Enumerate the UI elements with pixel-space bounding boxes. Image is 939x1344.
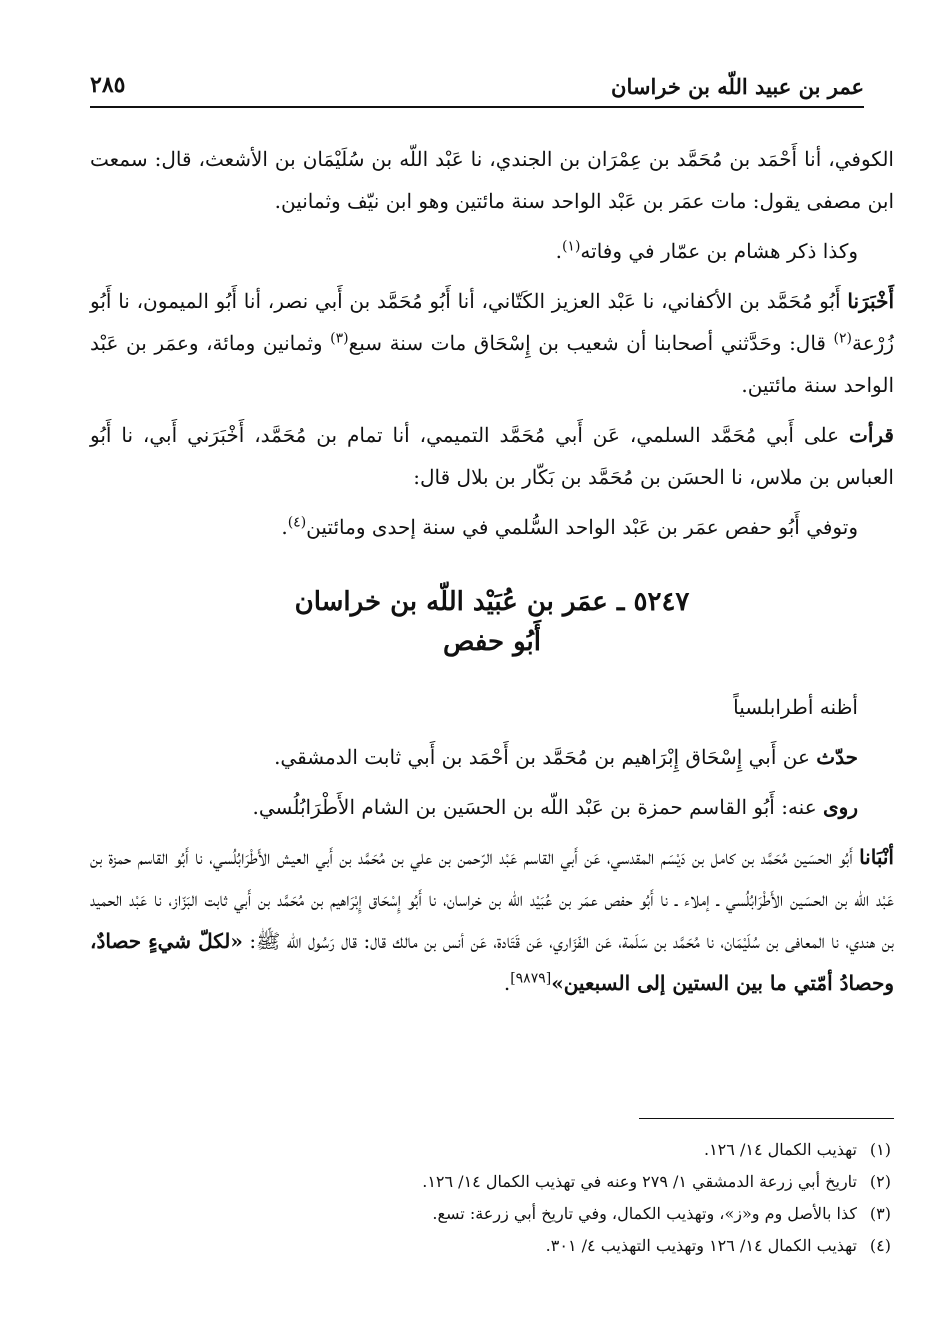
paragraph-5-text: وتوفي أَبُو حفص عمَر بن عَبْد الواحد السُّلمي في سنة إحدى ومائتين: [306, 515, 858, 539]
footnote-1-number: (١): [869, 1140, 891, 1159]
paragraph-5-end: .: [281, 515, 288, 539]
hadith-number: [٩٨٧٩]: [510, 970, 552, 987]
paragraph-7: [90, 736, 894, 778]
footnote-3-number: (٣): [869, 1204, 891, 1223]
footnote-2: [90, 1166, 891, 1198]
footnote-divider: [639, 1118, 894, 1119]
paragraph-9: [90, 836, 894, 1004]
keyword-anbana: أنْبَانا: [859, 845, 894, 869]
paragraph-3-text-a: أَبُو مُحَمَّد بن الأكفاني، نا عَبْد العزيز الكَتّاني، أنا أَبُو مُحَمَّد بن أَبي نصر، أنا أَبُو الميمون، نا أَبُو زُرْعة: [90, 289, 894, 355]
paragraph-3-text-c: وثمانين ومائة، وعمَر بن عَبْد الواحد سنة مائتين.: [90, 331, 894, 397]
page-number: ٢٨٥: [90, 72, 126, 98]
footnote-1: [90, 1134, 891, 1166]
footnote-ref-3: (٣): [330, 330, 349, 347]
paragraph-2-text: وكذا ذكر هشام بن عمّار في وفاته: [580, 239, 858, 263]
entry-heading: [90, 582, 894, 662]
body-text: [90, 138, 894, 1012]
footnote-3: [90, 1198, 891, 1230]
paragraph-8-text: عنه: أَبُو القاسم حمزة بن عَبْد اللّه بن الحسَين بن الشام الأَطْرَابُلُسي.: [252, 795, 824, 819]
keyword-qaraat: قرأت: [849, 423, 894, 447]
entry-heading-kunya: أَبُو حفص: [442, 627, 542, 657]
paragraph-9-end: .: [503, 971, 511, 995]
footnotes: [90, 1134, 891, 1262]
paragraph-2: [90, 230, 894, 272]
footnote-ref-2: (٢): [833, 330, 853, 347]
paragraph-9-text: أَبُو الحسَين مُحَمَّد بن كامل بن دَيْسَم المقدسي، عَن أَبي القاسم عَبْد الرّحمن بن علي بن مُحَمَّد بن أَبي العيش الأَطْرَابُلُسي، نا أَبُو القاسم حمزة بن عَبْد اللّه بن الحسَين الأَطْرَابُلُسي ـ إملاء ـ نا أَبُو حفص عمَر بن عُبَيْد اللّه بن خراسان، نا أَبُو إِسْحَاق إِبْرَاهيم بن مُحَمَّد بن أَبي ثابت البَزّاز، نا عَبْد الحميد بن هندي، نا المعافى بن سُلَيْمَان، نا مُحَمَّد بن سَلَمة، عَن الفَزَاري، عَن قَتَادة، عَن أنس بن مالك قال: قال رَسُول اللّه ﷺ:: [90, 845, 895, 953]
paragraph-6: أظنه أطرابلسياً: [733, 695, 858, 719]
keyword-haddatha: حدّث: [816, 745, 858, 769]
paragraph-7-text: عن أَبي إِسْحَاق إِبْرَاهيم بن مُحَمَّد بن أَحْمَد بن أَبي ثابت الدمشقي.: [274, 745, 817, 769]
footnote-4-text: تهذيب الكمال ١٤/ ١٢٦ وتهذيب التهذيب ٤/ ٣٠١.: [545, 1236, 857, 1255]
footnote-4-number: (٤): [869, 1236, 891, 1255]
running-header: [90, 66, 864, 108]
paragraph-3-text-b: قال: وحَدَّثني أصحابنا أن شعيب بن إِسْحَاق مات سنة سبع: [348, 331, 834, 355]
paragraph-1: الكوفي، أنا أَحْمَد بن مُحَمَّد بن عِمْرَان بن الجندي، نا عَبْد اللّه بن سُلَيْمَان بن الأشعث، قال: سمعت ابن مصفى يقول: مات عمَر بن عَبْد الواحد سنة مائتين وهو ابن نيّف وثمانين.: [90, 147, 894, 213]
hadith-text: «لكلّ شيءٍ حصادٌ، وحصادُ أمّتي ما بين الستين إلى السبعين»: [90, 929, 894, 995]
footnote-4: [90, 1230, 891, 1262]
paragraph-2-end: .: [555, 239, 562, 263]
footnote-ref-1: (١): [561, 238, 581, 255]
footnote-1-text: تهذيب الكمال ١٤/ ١٢٦.: [703, 1140, 857, 1159]
paragraph-4-text: على أَبي مُحَمَّد السلمي، عَن أَبي مُحَمَّد التميمي، أنا تمام بن مُحَمَّد، أَخْبَرَني أَبي، نا أَبُو العباس بن ملاس، نا الحسَن بن مُحَمَّد بن بَكّار بن بلال قال:: [90, 423, 894, 489]
paragraph-4: [90, 414, 894, 498]
keyword-akhbarana: أَخْبَرَنا: [847, 289, 894, 313]
footnote-3-text: كذا بالأصل وم و«ز»، وتهذيب الكمال، وفي تاريخ أبي زرعة: تسع.: [432, 1204, 857, 1223]
keyword-rawa: روى: [823, 795, 858, 819]
entry-heading-title: ٥٢٤٧ ـ عمَر بن عُبَيْد اللّه بن خراسان: [294, 587, 690, 617]
footnote-ref-4: (٤): [287, 514, 307, 531]
paragraph-5: [90, 506, 894, 548]
paragraph-3: [90, 280, 894, 406]
running-title: عمر بن عبيد اللّه بن خراسان: [611, 74, 864, 99]
footnote-2-text: تاريخ أبي زرعة الدمشقي ١/ ٢٧٩ وعنه في تهذيب الكمال ١٤/ ١٢٦.: [422, 1172, 857, 1191]
paragraph-8: [90, 786, 894, 828]
footnote-2-number: (٢): [869, 1172, 891, 1191]
